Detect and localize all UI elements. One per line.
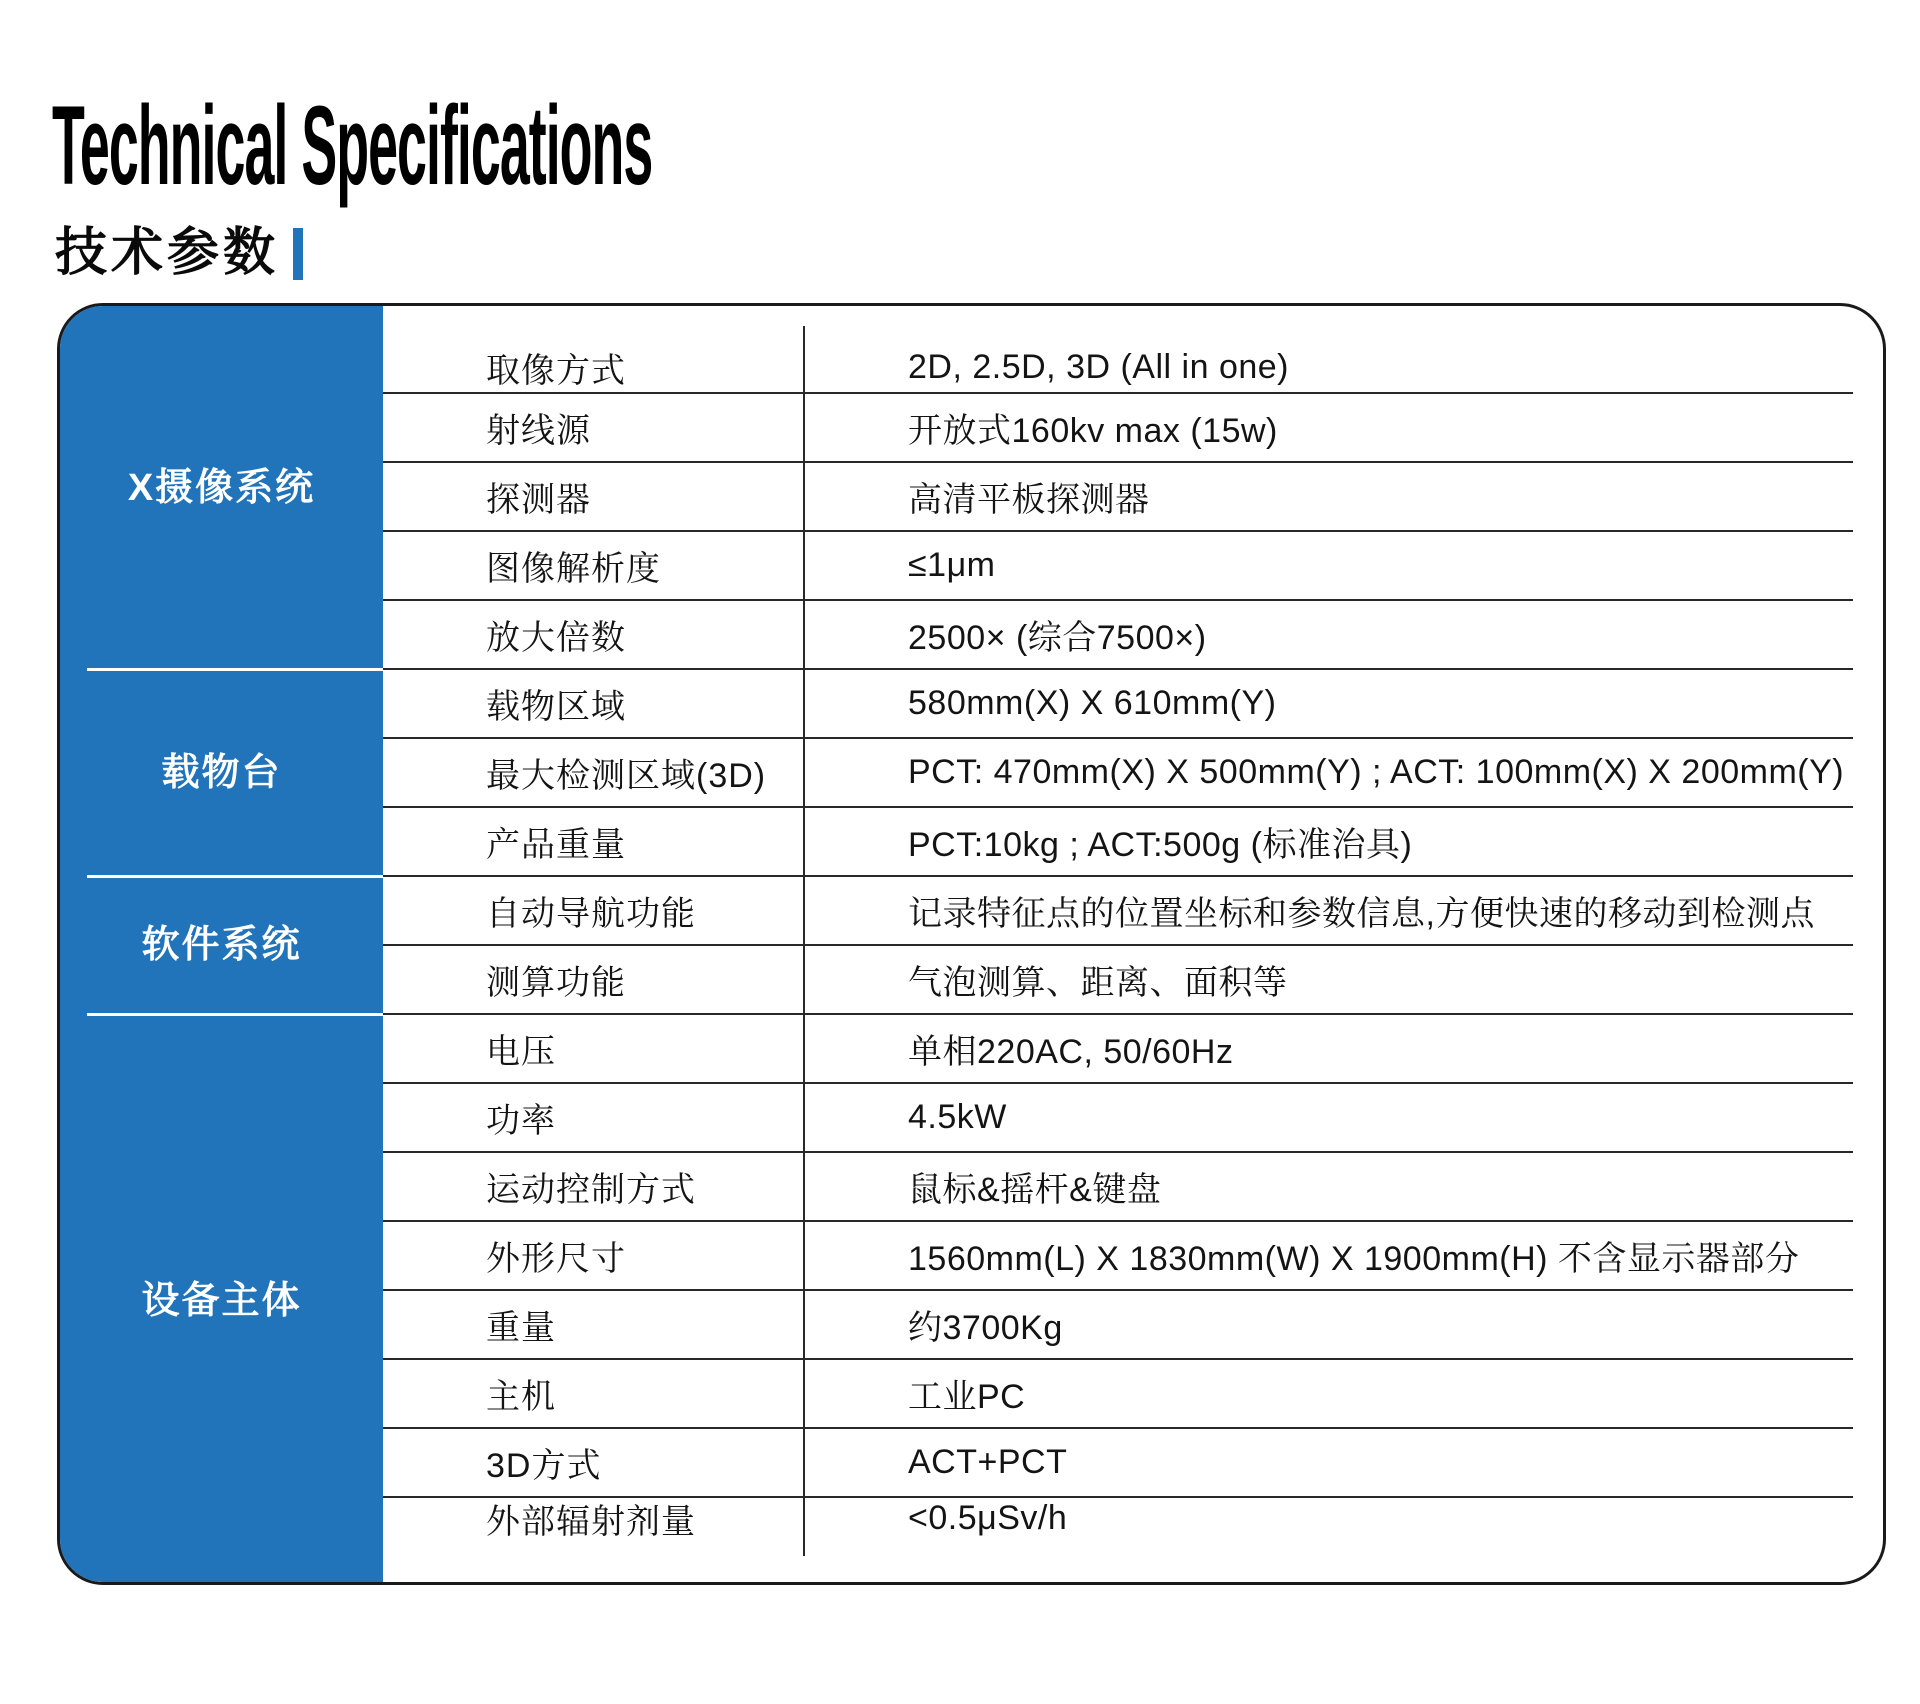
param-value-cell: 2D, 2.5D, 3D (All in one) [908, 348, 1289, 386]
param-value-cell: 工业PC [908, 1378, 1026, 1416]
param-name-cell: 测算功能 [486, 964, 626, 1002]
section-divider [87, 1013, 383, 1016]
param-name-cell: 最大检测区域(3D) [486, 757, 767, 795]
param-value-cell: 记录特征点的位置坐标和参数信息,方便快速的移动到检测点 [908, 895, 1815, 933]
table-row [383, 531, 1883, 600]
section-label: 软件系统 [141, 924, 302, 966]
param-value-cell: 4.5kW [908, 1098, 1007, 1136]
table-row [383, 1152, 1883, 1221]
table-row [383, 1014, 1883, 1083]
accent-bar [293, 228, 303, 280]
param-name-cell: 载物区域 [486, 688, 626, 726]
param-name-cell: 产品重量 [486, 826, 626, 864]
param-value-cell: 气泡测算、距离、面积等 [908, 964, 1288, 1002]
param-name-cell: 电压 [486, 1033, 556, 1071]
param-name-cell: 图像解析度 [486, 550, 661, 588]
table-row [383, 306, 1883, 393]
table-row [383, 1290, 1883, 1359]
section-divider [87, 875, 383, 878]
section-divider [87, 668, 383, 671]
param-value-cell: ACT+PCT [908, 1443, 1068, 1481]
table-row [383, 393, 1883, 462]
param-name-cell: 主机 [486, 1378, 556, 1416]
table-row [383, 738, 1883, 807]
page-subtitle-row [55, 224, 303, 284]
param-value-cell: 580mm(X) X 610mm(Y) [908, 684, 1277, 722]
table-row [383, 462, 1883, 531]
param-name-cell: 放大倍数 [486, 619, 626, 657]
param-name-cell: 射线源 [486, 412, 591, 450]
param-name-cell: 取像方式 [486, 352, 626, 390]
param-name-cell: 运动控制方式 [486, 1171, 696, 1209]
page-title: Technical Specifications [52, 83, 653, 208]
param-name-cell: 外形尺寸 [486, 1240, 626, 1278]
param-value-cell: 单相220AC, 50/60Hz [908, 1033, 1234, 1071]
param-name-cell: 探测器 [486, 481, 591, 519]
rows-area [383, 306, 1883, 1582]
param-value-cell: PCT: 470mm(X) X 500mm(Y) ; ACT: 100mm(X) X 200mm(Y) [908, 753, 1845, 791]
param-value-cell: 1560mm(L) X 1830mm(W) X 1900mm(H) 不含显示器部分 [908, 1240, 1800, 1278]
table-row [383, 1221, 1883, 1290]
spec-table [57, 303, 1886, 1585]
table-row [383, 1497, 1883, 1585]
section-label: 载物台 [161, 752, 282, 794]
category-column [60, 306, 383, 1582]
param-name-cell: 重量 [486, 1309, 556, 1347]
param-value-cell: 鼠标&摇杆&键盘 [908, 1171, 1162, 1209]
section-label: X摄像系统 [127, 467, 316, 509]
table-row [383, 600, 1883, 669]
table-row [383, 807, 1883, 876]
param-name-cell: 外部辐射剂量 [486, 1503, 696, 1541]
param-value-cell: PCT:10kg ; ACT:500g (标准治具) [908, 826, 1413, 864]
column-divider-line [803, 326, 805, 1556]
param-value-cell: 开放式160kv max (15w) [908, 412, 1278, 450]
table-row [383, 669, 1883, 738]
param-name-cell: 功率 [486, 1102, 556, 1140]
param-name-cell: 自动导航功能 [486, 895, 696, 933]
table-row [383, 945, 1883, 1014]
section-label: 设备主体 [141, 1280, 302, 1322]
param-name-cell: 3D方式 [486, 1447, 602, 1485]
table-row [383, 1083, 1883, 1152]
param-value-cell: 2500× (综合7500×) [908, 619, 1207, 657]
table-row [383, 876, 1883, 945]
param-value-cell: 约3700Kg [908, 1309, 1063, 1347]
page-subtitle: 技术参数 [55, 224, 280, 282]
param-value-cell: 高清平板探测器 [908, 481, 1150, 519]
table-row [383, 1359, 1883, 1428]
param-value-cell: <0.5μSv/h [908, 1499, 1068, 1537]
table-row [383, 1428, 1883, 1497]
param-value-cell: ≤1μm [908, 546, 996, 584]
